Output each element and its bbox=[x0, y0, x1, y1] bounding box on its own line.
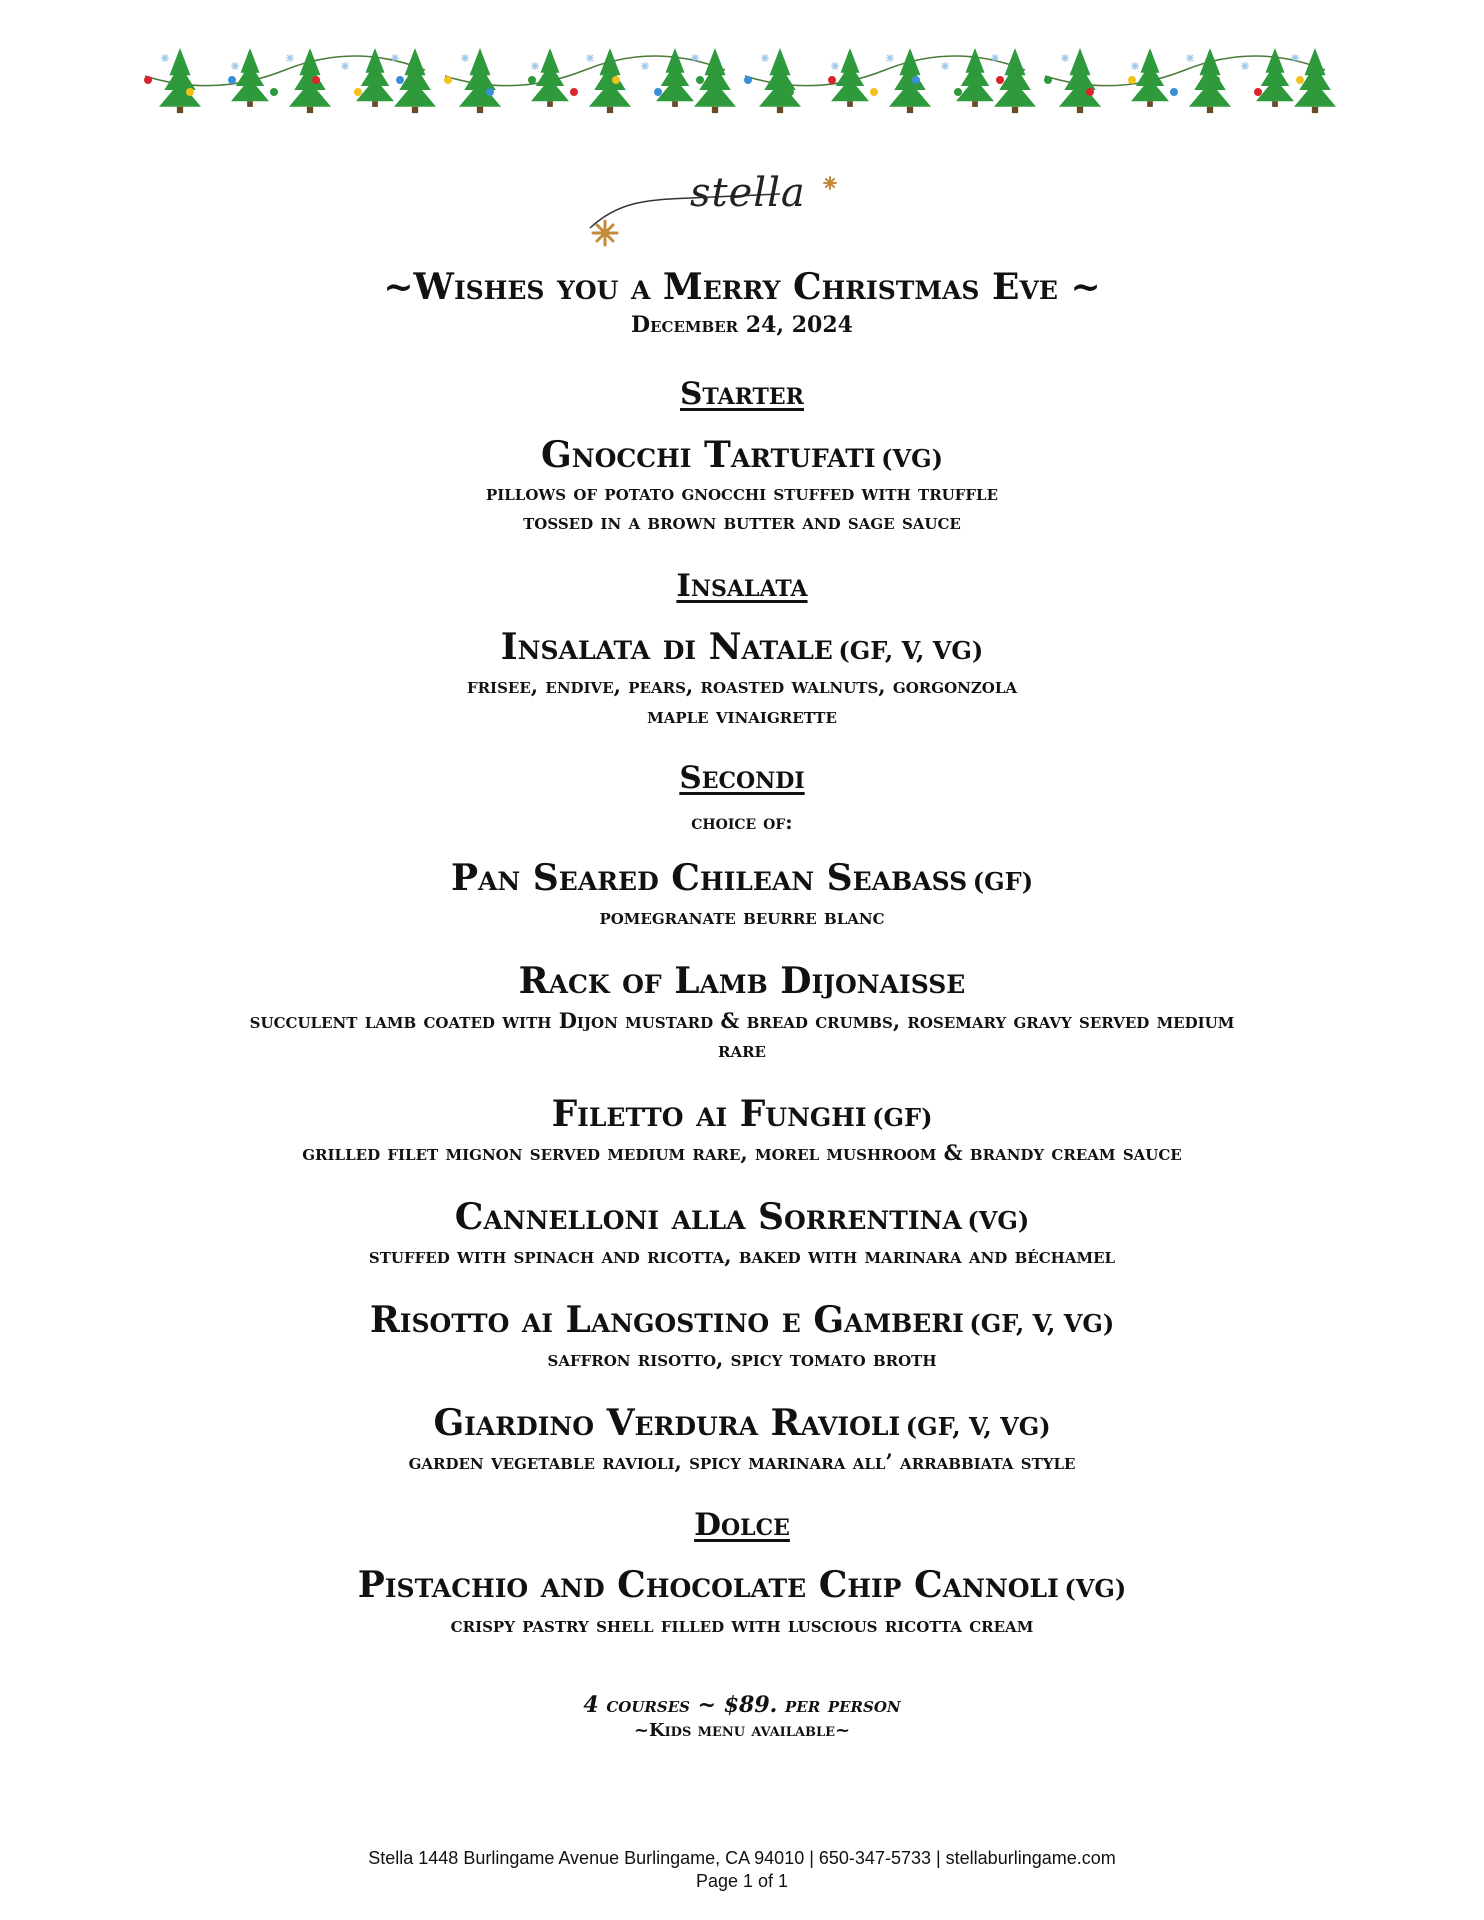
christmas-tree-icon bbox=[289, 48, 331, 113]
dish-name: Giardino Verdura Ravioli bbox=[433, 1402, 901, 1444]
dish-title bbox=[0, 1299, 1484, 1341]
dish-description: pomegranate beurre blanc bbox=[599, 904, 885, 929]
ornament-icon bbox=[354, 88, 362, 96]
dish-tags: (GF, V, VG) bbox=[905, 1412, 1051, 1441]
ornament-icon bbox=[1044, 76, 1052, 84]
dish-tags: (GF) bbox=[972, 867, 1034, 896]
ornament-icon bbox=[528, 76, 536, 84]
ornament-icon bbox=[486, 88, 494, 96]
dish-description: tossed in a brown butter and sage sauce bbox=[523, 509, 961, 534]
snowflake-icon bbox=[391, 54, 399, 62]
ornament-icon bbox=[696, 76, 704, 84]
christmas-tree-icon bbox=[889, 48, 931, 113]
ornament-icon bbox=[654, 88, 662, 96]
snowflake-icon bbox=[886, 54, 894, 62]
snowflake-icon bbox=[461, 54, 469, 62]
snowflake-icon bbox=[1131, 62, 1139, 70]
dish-title bbox=[0, 626, 1484, 668]
dish-description: frisee, endive, pears, roasted walnuts, gorgonzola bbox=[466, 673, 1018, 698]
snowflake-icon bbox=[991, 54, 999, 62]
dish-tags: (VG) bbox=[967, 1206, 1030, 1235]
dish-tags: (GF, V, VG) bbox=[969, 1309, 1115, 1338]
dish-description: garden vegetable ravioli, spicy marinara all’ arrabbiata style bbox=[408, 1449, 1076, 1474]
dish-description: stuffed with spinach and ricotta, baked with marinara and béchamel bbox=[368, 1243, 1116, 1268]
footer-address: Stella 1448 Burlingame Avenue Burlingame, CA 94010 | 650-347-5733 | stellaburlingame.com bbox=[368, 1848, 1116, 1868]
ornament-icon bbox=[1254, 88, 1262, 96]
snowflake-icon bbox=[831, 62, 839, 70]
star-icon bbox=[824, 177, 836, 189]
christmas-tree-icon bbox=[1189, 48, 1231, 113]
ornament-icon bbox=[1086, 88, 1094, 96]
dish-title bbox=[0, 960, 1484, 1002]
dish-description: maple vinaigrette bbox=[647, 703, 837, 728]
dish-title bbox=[0, 1564, 1484, 1606]
snowflake-icon bbox=[1241, 62, 1249, 70]
dish-name: Filetto ai Funghi bbox=[551, 1093, 867, 1135]
dish-description: pillows of potato gnocchi stuffed with truffle bbox=[485, 480, 999, 505]
dish-name: Pistachio and Chocolate Chip Cannoli bbox=[357, 1564, 1059, 1606]
dish-title bbox=[0, 1093, 1484, 1135]
section-heading-starter: Starter bbox=[680, 376, 804, 412]
snowflake-icon bbox=[161, 54, 169, 62]
dish-name: Gnocchi Tartufati bbox=[541, 434, 876, 476]
dish-description: crispy pastry shell filled with luscious ricotta cream bbox=[450, 1612, 1034, 1637]
dish-name: Risotto ai Langostino e Gamberi bbox=[369, 1299, 964, 1341]
ornament-icon bbox=[786, 88, 794, 96]
ornament-icon bbox=[1170, 88, 1178, 96]
dish-title bbox=[0, 857, 1484, 899]
ornament-icon bbox=[1212, 76, 1220, 84]
section-heading-insalata: Insalata bbox=[676, 568, 808, 604]
ornament-icon bbox=[828, 76, 836, 84]
ornament-icon bbox=[312, 76, 320, 84]
snowflake-icon bbox=[231, 62, 239, 70]
dish-name: Cannelloni alla Sorrentina bbox=[454, 1196, 962, 1238]
stella-logo bbox=[580, 160, 850, 260]
christmas-tree-icon bbox=[589, 48, 631, 113]
kids-menu-note: ~Kids menu available~ bbox=[633, 1720, 851, 1741]
dish-description: rare bbox=[717, 1037, 766, 1062]
snowflake-icon bbox=[531, 62, 539, 70]
snowflake-icon bbox=[286, 54, 294, 62]
dish-title bbox=[0, 434, 1484, 476]
ornament-icon bbox=[1128, 76, 1136, 84]
snowflake-icon bbox=[341, 62, 349, 70]
ornament-icon bbox=[228, 76, 236, 84]
ornament-icon bbox=[186, 88, 194, 96]
dish-tags: (VG) bbox=[1064, 1574, 1127, 1603]
snowflake-icon bbox=[593, 221, 617, 245]
ornament-icon bbox=[144, 76, 152, 84]
dish-tags: (GF) bbox=[872, 1103, 933, 1132]
ornament-icon bbox=[396, 76, 404, 84]
snowflake-icon bbox=[641, 62, 649, 70]
dish-name: Pan Seared Chilean Seabass bbox=[450, 857, 968, 899]
snowflake-icon bbox=[1291, 54, 1299, 62]
ornament-icon bbox=[612, 76, 620, 84]
dish-description: saffron risotto, spicy tomato broth bbox=[547, 1346, 937, 1371]
dish-description: succulent lamb coated with Dijon mustard & bread crumbs, rosemary gravy served medium bbox=[249, 1008, 1235, 1033]
snowflake-icon bbox=[1061, 54, 1069, 62]
ornament-icon bbox=[1296, 76, 1304, 84]
snowflake-icon bbox=[586, 54, 594, 62]
christmas-garland bbox=[140, 48, 1340, 118]
ornament-icon bbox=[744, 76, 752, 84]
dish-name: Rack of Lamb Dijonaisse bbox=[518, 960, 966, 1002]
section-heading-dolce: Dolce bbox=[694, 1507, 790, 1543]
snowflake-icon bbox=[1186, 54, 1194, 62]
price-line: 4 courses ~ $89. per person bbox=[583, 1692, 901, 1718]
ornament-icon bbox=[996, 76, 1004, 84]
snowflake-icon bbox=[941, 62, 949, 70]
snowflake-icon bbox=[691, 54, 699, 62]
ornament-icon bbox=[270, 88, 278, 96]
snowflake-icon bbox=[761, 54, 769, 62]
menu-date: December 24, 2024 bbox=[631, 312, 853, 338]
page-number: Page 1 of 1 bbox=[695, 1871, 789, 1891]
ornament-icon bbox=[444, 76, 452, 84]
ornament-icon bbox=[870, 88, 878, 96]
dish-description: grilled filet mignon served medium rare, morel mushroom & brandy cream sauce bbox=[302, 1140, 1182, 1165]
dish-title bbox=[0, 1196, 1484, 1238]
section-subheading: choice of: bbox=[691, 810, 793, 834]
dish-tags: (GF, V, VG) bbox=[838, 636, 984, 665]
logo-text: stella bbox=[690, 170, 806, 216]
section-heading-secondi: Secondi bbox=[679, 760, 805, 796]
dish-tags: (VG) bbox=[881, 444, 943, 473]
menu-title: ~Wishes you a Merry Christmas Eve ~ bbox=[383, 266, 1101, 308]
ornament-icon bbox=[570, 88, 578, 96]
dish-name: Insalata di Natale bbox=[500, 626, 833, 668]
ornament-icon bbox=[954, 88, 962, 96]
ornament-icon bbox=[912, 76, 920, 84]
dish-title bbox=[0, 1402, 1484, 1444]
